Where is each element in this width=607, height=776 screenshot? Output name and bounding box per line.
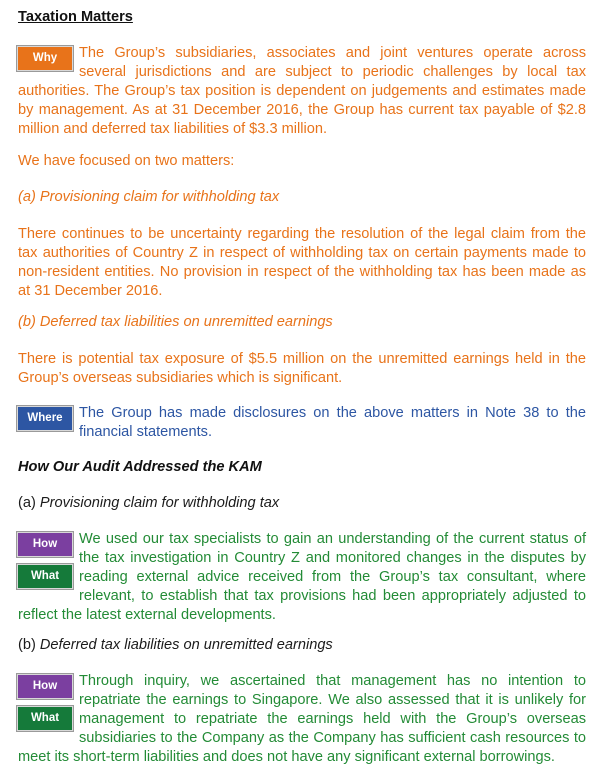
audit-heading: How Our Audit Addressed the KAM: [18, 459, 262, 475]
audit-a-label: [18, 494, 586, 513]
audit-a-what-badge: What: [18, 565, 72, 588]
matter-b-label: (b) Deferred tax liabilities on unremitted earnings: [18, 314, 333, 330]
focus-intro: We have focused on two matters:: [18, 153, 235, 169]
where-badge: Where: [18, 407, 72, 430]
audit-b-what-text: We also assessed that it is unlikely for management to repatriate the earnings held with the Group’s overseas subsidiaries to the Company as the Company has sufficient cash resources to meet its short-term liabilities and does not have any significant external borrowings.: [18, 692, 587, 765]
audit-a-how-text: We used our tax specialists to gain an understanding of the current status of the tax investigation in Country Z and monitored changes in the disputes by reading external advice received from the Group’s tax consultant, where relevant, to: [79, 531, 586, 604]
matter-b-text: There is potential tax exposure of $5.5 million on the unremitted earnings held in the Group’s overseas subsidiaries which is significant.: [18, 351, 586, 386]
audit-b-section: [18, 672, 586, 767]
section-title: Taxation Matters: [18, 9, 133, 25]
audit-b-label: [18, 636, 586, 655]
matter-a-label: (a) Provisioning claim for withholding tax: [18, 189, 280, 205]
audit-a-label-prefix: (a): [18, 495, 40, 511]
where-text: The Group has made disclosures on the above matters in Note 38 to the financial statements.: [79, 405, 586, 440]
why-text: The Group’s subsidiaries, associates and joint ventures operate across several jurisdictions and are subject to periodic challenges by local tax authorities. The Group’s tax position is dependent on judgements and estimates made by management. As at 31 December 2016, the Group has current tax payable of $2.8 million and deferred tax liabilities of $3.3 million.: [18, 45, 586, 137]
audit-a-how-badge: How: [18, 533, 72, 556]
audit-a-section: [18, 530, 586, 625]
why-badge: Why: [18, 47, 72, 70]
why-section: [18, 44, 586, 139]
matter-a-text: There continues to be uncertainty regarding the resolution of the legal claim from the tax authorities of Country Z in respect of withholding tax on certain payments made to non-resident entities. No provision in respect of the withholding tax has been made as at 31 December 2016.: [18, 226, 586, 299]
audit-b-label-italic: Deferred tax liabilities on unremitted earnings: [39, 637, 333, 653]
audit-a-label-italic: Provisioning claim for withholding tax: [39, 495, 280, 511]
audit-b-how-badge: How: [18, 675, 72, 698]
audit-b-what-badge: What: [18, 707, 72, 730]
where-section: [18, 404, 586, 442]
audit-b-how-text: Through inquiry, we ascertained that management has no intention to repatriate the earnings to Singapore.: [79, 673, 586, 708]
audit-a-what-text: establish that tax provisions had been appropriately adjusted to reflect the latest external developments.: [18, 588, 586, 623]
audit-b-label-prefix: (b): [18, 637, 40, 653]
